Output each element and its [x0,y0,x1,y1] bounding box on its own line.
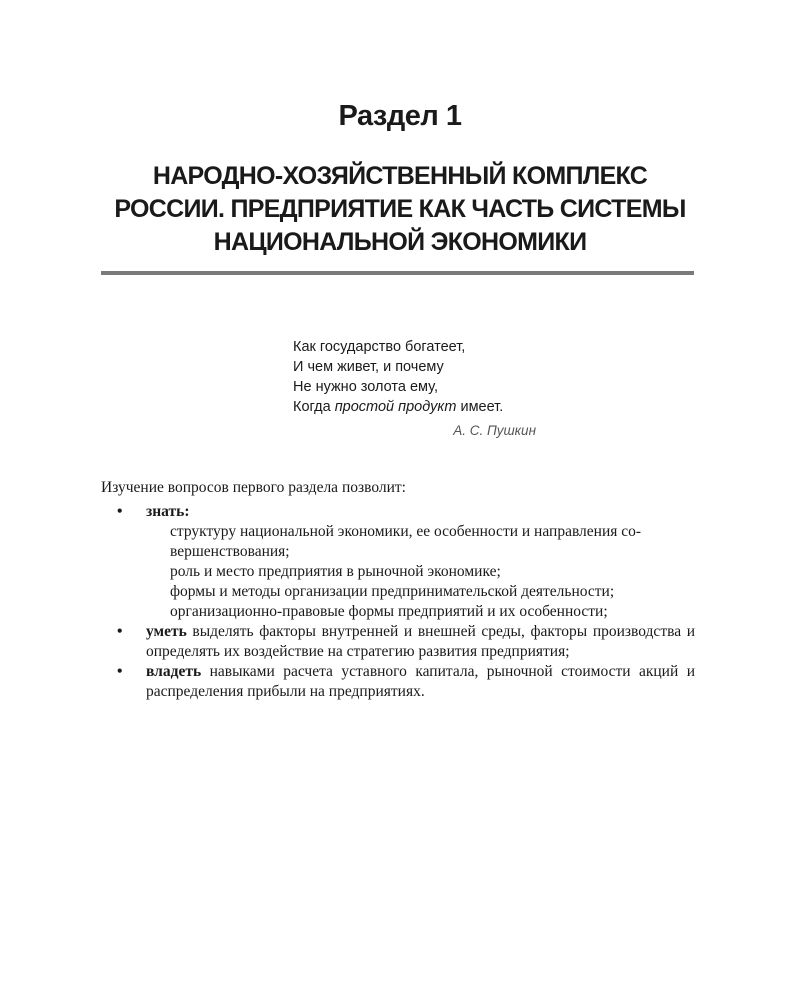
bullet-icon: • [117,663,123,680]
know-item-1: структуру национальной экономики, ее особенности и направления со- [170,523,642,540]
bullet-can [101,622,695,662]
bullet-own [101,662,695,702]
intro-text: Изучение вопросов первого раздела позволит: [101,479,406,496]
epigraph [293,337,553,441]
know-item-4: организационно-правовые формы предприятий и их особенности; [170,603,608,620]
bullet-icon: • [117,503,123,520]
know-item-2: роль и место предприятия в рыночной экономике; [170,563,501,580]
know-list [101,522,695,622]
learning-outcomes [101,478,695,702]
section-title-line-2: РОССИИ. ПРЕДПРИЯТИЕ КАК ЧАСТЬ СИСТЕМЫ [114,195,686,223]
section-title-line-1: НАРОДНО-ХОЗЯЙСТВЕННЫЙ КОМПЛЕКС [152,162,648,190]
can-text: выделять факторы внутренней и внешней среды, факторы производства и определять их воздействие на стратегию развития предприятия; [146,623,695,660]
know-item-1-continued: вершенствования; [170,543,290,560]
epigraph-line-1: Как государство богатеет, [293,339,466,355]
section-title-line-3: НАЦИОНАЛЬНОЙ ЭКОНОМИКИ [213,228,587,256]
know-item-3: формы и методы организации предпринимательской деятельности; [170,583,615,600]
bullet-know [101,502,695,522]
section-title [90,160,710,259]
own-label: владеть [146,663,202,680]
section-label: Раздел 1 [338,100,462,132]
title-divider [101,271,694,275]
know-label: знать: [146,503,190,520]
epigraph-line-4-start: Когда [293,399,335,415]
epigraph-author: А. С. Пушкин [453,423,536,438]
epigraph-line-4-end: имеет. [456,399,504,415]
epigraph-line-2: И чем живет, и почему [293,359,444,375]
can-label: уметь [146,623,187,640]
epigraph-line-3: Не нужно золота ему, [293,379,438,395]
epigraph-emphasis: простой продукт [334,399,457,415]
own-text: навыками расчета уставного капитала, рыночной стоимости акций и распределения прибыли на предприятиях. [146,663,695,700]
bullet-icon: • [117,623,123,640]
epigraph-line-4 [293,397,553,417]
